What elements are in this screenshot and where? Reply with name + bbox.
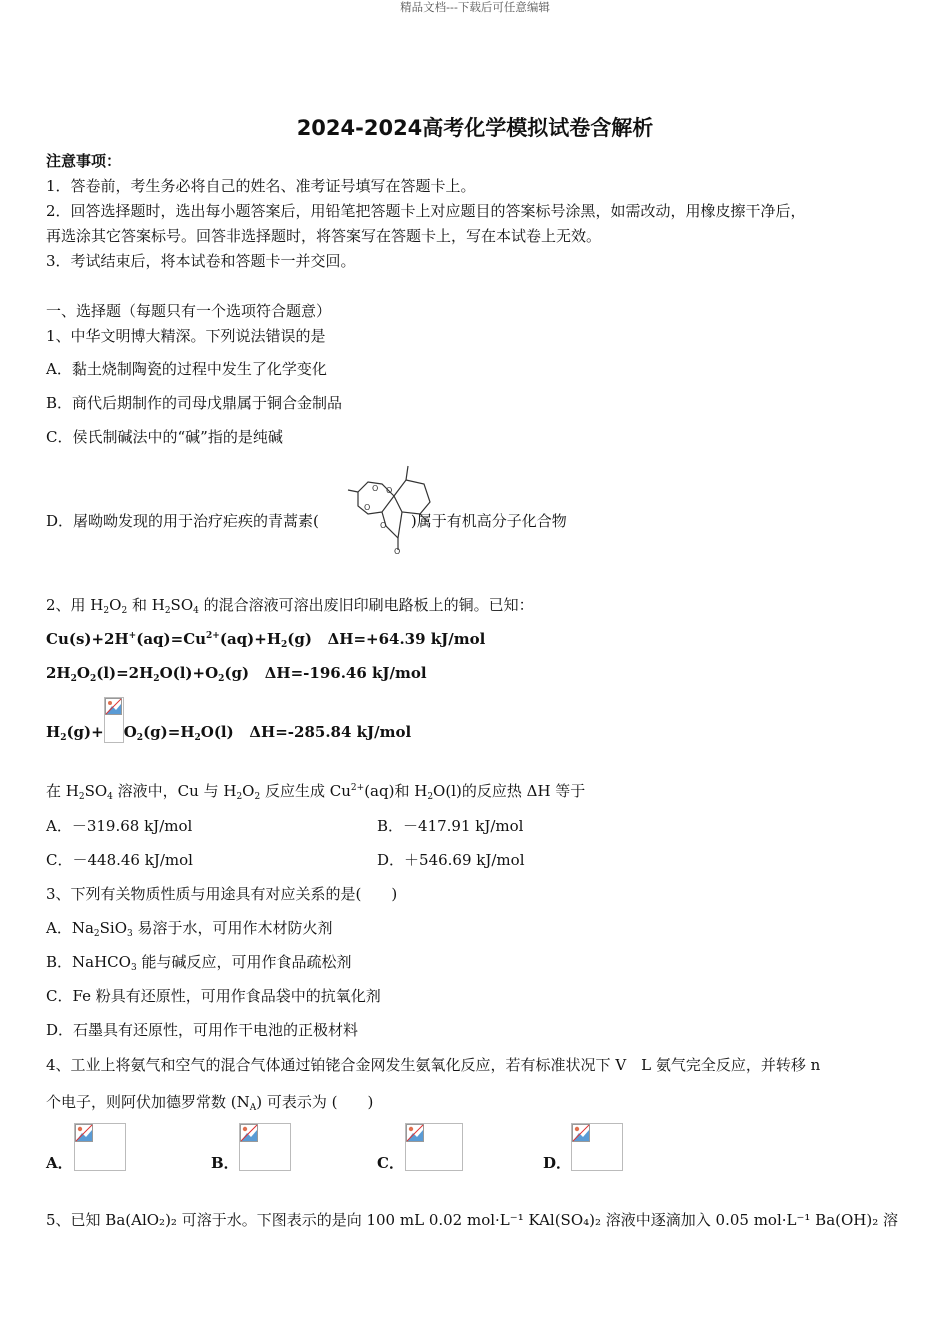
q4-stem-line2: 个电子，则阿伏加德罗常数 $(N_A)$ 可表示为 ( ) — [46, 1093, 374, 1113]
q2-eq1-dh: ΔH=+64.39 kJ/mol — [327, 630, 486, 648]
q2-option-c: C．－448.46 kJ/mol — [46, 851, 193, 869]
q2-eq2-dh: ΔH=-196.46 kJ/mol — [264, 664, 427, 682]
q1-option-a: A．黏土烧制陶瓷的过程中发生了化学变化 — [46, 360, 327, 378]
notice-heading: 注意事项： — [46, 152, 122, 170]
svg-text:O: O — [386, 486, 393, 495]
q2-option-b: B．－417.91 kJ/mol — [377, 817, 524, 835]
fraction-image-placeholder — [104, 697, 124, 743]
q4-option-c-image — [405, 1123, 463, 1171]
q1-option-d-post: )属于有机高分子化合物 — [410, 512, 567, 530]
notice-item-1: 1．答卷前，考生务必将自己的姓名、准考证号填写在答题卡上。 — [46, 177, 476, 195]
q4-option-a-image — [74, 1123, 126, 1171]
svg-text:O: O — [372, 484, 379, 493]
q3-option-b: B．NaHCO$_3$ 能与碱反应，可用作食品疏松剂 — [46, 953, 352, 973]
broken-image-icon — [572, 1124, 590, 1142]
q4-option-b-image — [239, 1123, 291, 1171]
q3-stem: 3、下列有关物质性质与用途具有对应关系的是( ) — [46, 885, 398, 903]
q2-stem: 2、用 $H_2O_2$ 和 $H_2SO_4$ 的混合溶液可溶出废旧印刷电路板上的铜。已知： — [46, 596, 534, 616]
q2-ask-end: 的反应热 ΔH 等于 — [461, 782, 586, 800]
svg-text:O: O — [380, 521, 387, 530]
q2-equation-3: $H_2(g)+$ $O_2(g)=H_2O(l)$ ΔH=-285.84 kJ/mol — [46, 722, 411, 743]
svg-text:O: O — [364, 503, 371, 512]
q2-stem-text: 的混合溶液可溶出废旧印刷电路板上的铜。已知： — [203, 596, 534, 614]
section-heading: 一、选择题（每题只有一个选项符合题意） — [46, 302, 332, 320]
q2-ask-mid: 反应生成 — [265, 782, 326, 800]
q4-stem-line1: 4、工业上将氨气和空气的混合气体通过铂铑合金网发生氨氧化反应，若有标准状况下 V L 氨气完全反应，并转移 n — [46, 1056, 821, 1074]
broken-image-icon — [240, 1124, 258, 1142]
q1-option-b: B．商代后期制作的司母戊鼎属于铜合金制品 — [46, 394, 343, 412]
q4-option-c-label: C． — [377, 1154, 404, 1172]
q3-option-c: C．Fe 粉具有还原性，可用作食品袋中的抗氧化剂 — [46, 987, 381, 1005]
q2-equation-1: $Cu(s)+2H^+(aq)=Cu^{2+}(aq)+H_2(g)$ ΔH=+64.39 kJ/mol — [46, 630, 486, 650]
notice-item-3: 3．考试结束后，将本试卷和答题卡一并交回。 — [46, 252, 356, 270]
q4-option-d-label: D． — [543, 1154, 572, 1172]
notice-item-2-cont: 再选涂其它答案标号。回答非选择题时，将答案写在答题卡上，写在本试卷上无效。 — [46, 227, 602, 245]
q2-option-a: A．－319.68 kJ/mol — [46, 817, 193, 835]
broken-image-icon — [406, 1124, 424, 1142]
q2-ask: 在 $H_2SO_4$ 溶液中，Cu 与 $H_2O_2$ 反应生成 $Cu^{2+}(aq)$和 $H_2O(l)$的反应热 ΔH 等于 — [46, 782, 586, 802]
q1-option-c: C．侯氏制碱法中的“碱”指的是纯碱 — [46, 428, 283, 446]
q3-option-a-text: 易溶于水，可用作木材防火剂 — [137, 919, 333, 937]
q4-option-b-label: B． — [211, 1154, 239, 1172]
q2-eq3-dh: ΔH=-285.84 kJ/mol — [249, 723, 412, 741]
q4-option-a-label: A． — [46, 1154, 73, 1172]
q1-option-d — [46, 511, 567, 531]
notice-item-2: 2．回答选择题时，选出每小题答案后，用铅笔把答题卡上对应题目的答案标号涂黑，如需改动，用橡皮擦干净后， — [46, 202, 806, 220]
page-header: 精品文档---下载后可任意编辑 — [400, 0, 550, 14]
q4-stem2-post: ) 可表示为 ( ) — [256, 1093, 374, 1111]
q2-option-d: D．＋546.69 kJ/mol — [377, 851, 525, 869]
broken-image-icon — [105, 698, 122, 715]
q3-option-d: D．石墨具有还原性，可用作干电池的正极材料 — [46, 1021, 359, 1039]
q1-stem: 1、中华文明博大精深。下列说法错误的是 — [46, 327, 326, 345]
broken-image-icon — [75, 1124, 93, 1142]
q3-option-b-text: 能与碱反应，可用作食品疏松剂 — [141, 953, 352, 971]
q2-equation-2: $2H_2O_2(l)=2H_2O(l)+O_2(g)$ ΔH=-196.46 kJ/mol — [46, 664, 427, 684]
q3-option-a: A．$Na_2SiO_3$ 易溶于水，可用作木材防火剂 — [46, 919, 333, 939]
q4-stem2-pre: 个电子，则阿伏加德罗常数 (N — [46, 1093, 250, 1111]
q5-stem: 5、已知 Ba(AlO₂)₂ 可溶于水。下图表示的是向 100 mL 0.02 mol·L⁻¹ KAl(SO₄)₂ 溶液中逐滴加入 0.05 mol·L⁻¹ Ba(OH)₂ 溶 — [46, 1211, 899, 1229]
q1-option-d-pre: D．屠呦呦发现的用于治疗疟疾的青蒿素( — [46, 512, 319, 530]
q4-option-d-image — [571, 1123, 623, 1171]
page-title: 2024-2024高考化学模拟试卷含解析 — [296, 116, 654, 140]
artemisinin-structure — [346, 462, 438, 558]
svg-text:O: O — [394, 547, 401, 556]
